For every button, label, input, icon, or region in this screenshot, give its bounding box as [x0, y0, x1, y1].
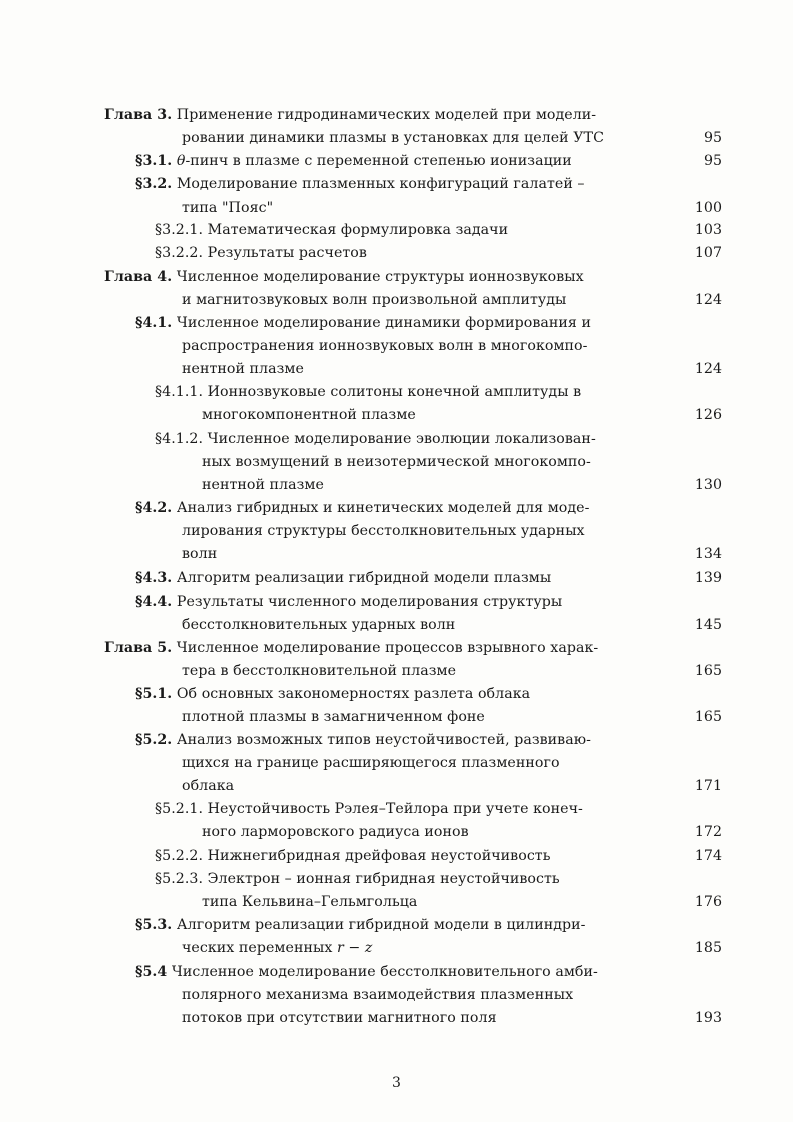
toc-section-4-3-label: §4.3.	[135, 570, 173, 586]
toc-section-5-2-line-2: щихся на границе расширяющегося плазменного	[182, 755, 560, 771]
toc-chapter-5-page: 165	[694, 663, 722, 679]
toc-section-5-2-line-1: §5.2. Анализ возможных типов неустойчивостей, развиваю-	[135, 732, 591, 748]
toc-chapter-4-line-2: и магнитозвуковых волн произвольной амплитуды	[182, 292, 567, 308]
toc-chapter-5-line-2: тера в бесстолкновительной плазме	[182, 663, 457, 679]
toc-section-5-4-line-3: потоков при отсутствии магнитного поля	[182, 1010, 497, 1026]
toc-chapter-3-label: Глава 3.	[104, 107, 173, 123]
toc-subsection-3-2-2-page: 107	[694, 245, 722, 261]
toc-subsection-4-1-1-line-1: §4.1.1. Ионнозвуковые солитоны конечной амплитуды в	[155, 384, 582, 400]
toc-section-5-1-line-2: плотной плазмы в замагниченном фоне	[182, 709, 485, 725]
toc-section-5-1-page: 165	[694, 709, 722, 725]
toc-subsection-3-2-1: §3.2.1. Математическая формулировка задачи	[155, 222, 509, 238]
toc-section-4-1-line-1: §4.1. Численное моделирование динамики формирования и	[135, 315, 591, 331]
math-r-minus-z: r − z	[336, 940, 373, 956]
toc-subsection-5-2-1-page: 172	[694, 824, 722, 840]
toc-chapter-4-page: 124	[694, 292, 722, 308]
toc-section-4-4-page: 145	[694, 617, 722, 633]
toc-section-3-2-line-2: типа "Пояс"	[182, 200, 274, 216]
toc-chapter-3-line-2: ровании динамики плазмы в установках для целей УТС	[182, 130, 604, 146]
toc-subsection-5-2-3-line-2: типа Кельвина–Гельмгольца	[202, 894, 418, 910]
toc-subsection-4-1-2-line-2: ных возмущений в неизотермической многокомпо-	[202, 454, 591, 470]
toc-subsection-5-2-2-label: §5.2.2.	[155, 848, 204, 864]
toc-section-5-3-line-2: ческих переменных r − z	[182, 940, 373, 956]
toc-subsection-4-1-2-line-3: нентной плазме	[202, 477, 324, 493]
toc-section-5-4-line-1: §5.4 Численное моделирование бесстолкновительного амби-	[135, 964, 598, 980]
toc-subsection-5-2-3-page: 176	[694, 894, 722, 910]
toc-subsection-5-2-1-line-1: §5.2.1. Неустойчивость Рэлея–Тейлора при учете конеч-	[155, 801, 583, 817]
page-number: 3	[392, 1075, 401, 1091]
toc-subsection-3-2-1-page: 103	[694, 222, 722, 238]
toc-subsection-4-1-1-label: §4.1.1.	[155, 384, 204, 400]
toc-section-5-1-label: §5.1.	[135, 686, 173, 702]
toc-subsection-4-1-2-page: 130	[694, 477, 722, 493]
toc-section-4-3: §4.3. Алгоритм реализации гибридной модели плазмы	[135, 570, 552, 586]
toc-subsection-4-1-2-line-1: §4.1.2. Численное моделирование эволюции локализован-	[155, 431, 596, 447]
toc-section-4-2-label: §4.2.	[135, 500, 173, 516]
toc-chapter-3-line-1: Глава 3. Применение гидродинамических моделей при модели-	[104, 107, 597, 123]
toc-subsection-5-2-2-page: 174	[694, 848, 722, 864]
toc-subsection-4-1-1-page: 126	[694, 407, 722, 423]
toc-subsection-5-2-2: §5.2.2. Нижнегибридная дрейфовая неустойчивость	[155, 848, 551, 864]
toc-subsection-5-2-1-line-2: ного ларморовского радиуса ионов	[202, 824, 469, 840]
toc-section-4-4-line-2: бесстолкновительных ударных волн	[182, 617, 456, 633]
toc-subsection-5-2-3-label: §5.2.3.	[155, 871, 204, 887]
toc-section-3-1: §3.1. θ-пинч в плазме с переменной степенью ионизации	[135, 153, 572, 169]
toc-subsection-5-2-1-label: §5.2.1.	[155, 801, 204, 817]
toc-chapter-5-line-1: Глава 5. Численное моделирование процессов взрывного харак-	[104, 640, 599, 656]
toc-section-3-1-page: 95	[703, 153, 722, 169]
toc-subsection-3-2-2-label: §3.2.2.	[155, 245, 204, 261]
toc-section-5-3-line-1: §5.3. Алгоритм реализации гибридной модели в цилиндри-	[135, 917, 586, 933]
toc-section-5-4-page: 193	[694, 1010, 722, 1026]
toc-section-4-2-line-2: лирования структуры бесстолкновительных ударных	[182, 523, 585, 539]
toc-section-4-4-line-1: §4.4. Результаты численного моделирования структуры	[135, 594, 563, 610]
toc-section-3-2-page: 100	[694, 200, 722, 216]
toc-chapter-5-label: Глава 5.	[104, 640, 173, 656]
toc-section-4-2-page: 134	[694, 546, 722, 562]
toc-section-5-2-label: §5.2.	[135, 732, 173, 748]
toc-section-3-2-label: §3.2.	[135, 176, 173, 192]
toc-subsection-5-2-3-line-1: §5.2.3. Электрон – ионная гибридная неустойчивость	[155, 871, 560, 887]
toc-section-5-4-label: §5.4	[135, 964, 168, 980]
toc-section-4-4-label: §4.4.	[135, 594, 173, 610]
toc-section-4-2-line-1: §4.2. Анализ гибридных и кинетических моделей для моде-	[135, 500, 590, 516]
toc-section-5-2-page: 171	[694, 778, 722, 794]
toc-section-5-2-line-3: облака	[182, 778, 235, 794]
toc-section-5-3-label: §5.3.	[135, 917, 173, 933]
toc-section-5-1-line-1: §5.1. Об основных закономерностях разлета облака	[135, 686, 531, 702]
theta-symbol: θ	[176, 153, 186, 169]
toc-chapter-3-page: 95	[703, 130, 722, 146]
toc-section-3-2-line-1: §3.2. Моделирование плазменных конфигураций галатей –	[135, 176, 585, 192]
toc-subsection-3-2-1-label: §3.2.1.	[155, 222, 204, 238]
toc-chapter-4-label: Глава 4.	[104, 269, 173, 285]
toc-section-3-1-label: §3.1.	[135, 153, 173, 169]
toc-section-4-2-line-3: волн	[182, 546, 218, 562]
toc-section-4-1-page: 124	[694, 361, 722, 377]
toc-section-4-1-line-3: нентной плазме	[182, 361, 304, 377]
toc-section-4-1-label: §4.1.	[135, 315, 173, 331]
toc-section-5-3-page: 185	[694, 940, 722, 956]
toc-subsection-4-1-2-label: §4.1.2.	[155, 431, 204, 447]
toc-section-5-4-line-2: полярного механизма взаимодействия плазменных	[182, 987, 574, 1003]
toc-chapter-4-line-1: Глава 4. Численное моделирование структуры ионнозвуковых	[104, 269, 584, 285]
toc-subsection-3-2-2: §3.2.2. Результаты расчетов	[155, 245, 367, 261]
toc-section-4-1-line-2: распространения ионнозвуковых волн в многокомпо-	[182, 338, 588, 354]
toc-section-4-3-page: 139	[694, 570, 722, 586]
toc-subsection-4-1-1-line-2: многокомпонентной плазме	[202, 407, 416, 423]
